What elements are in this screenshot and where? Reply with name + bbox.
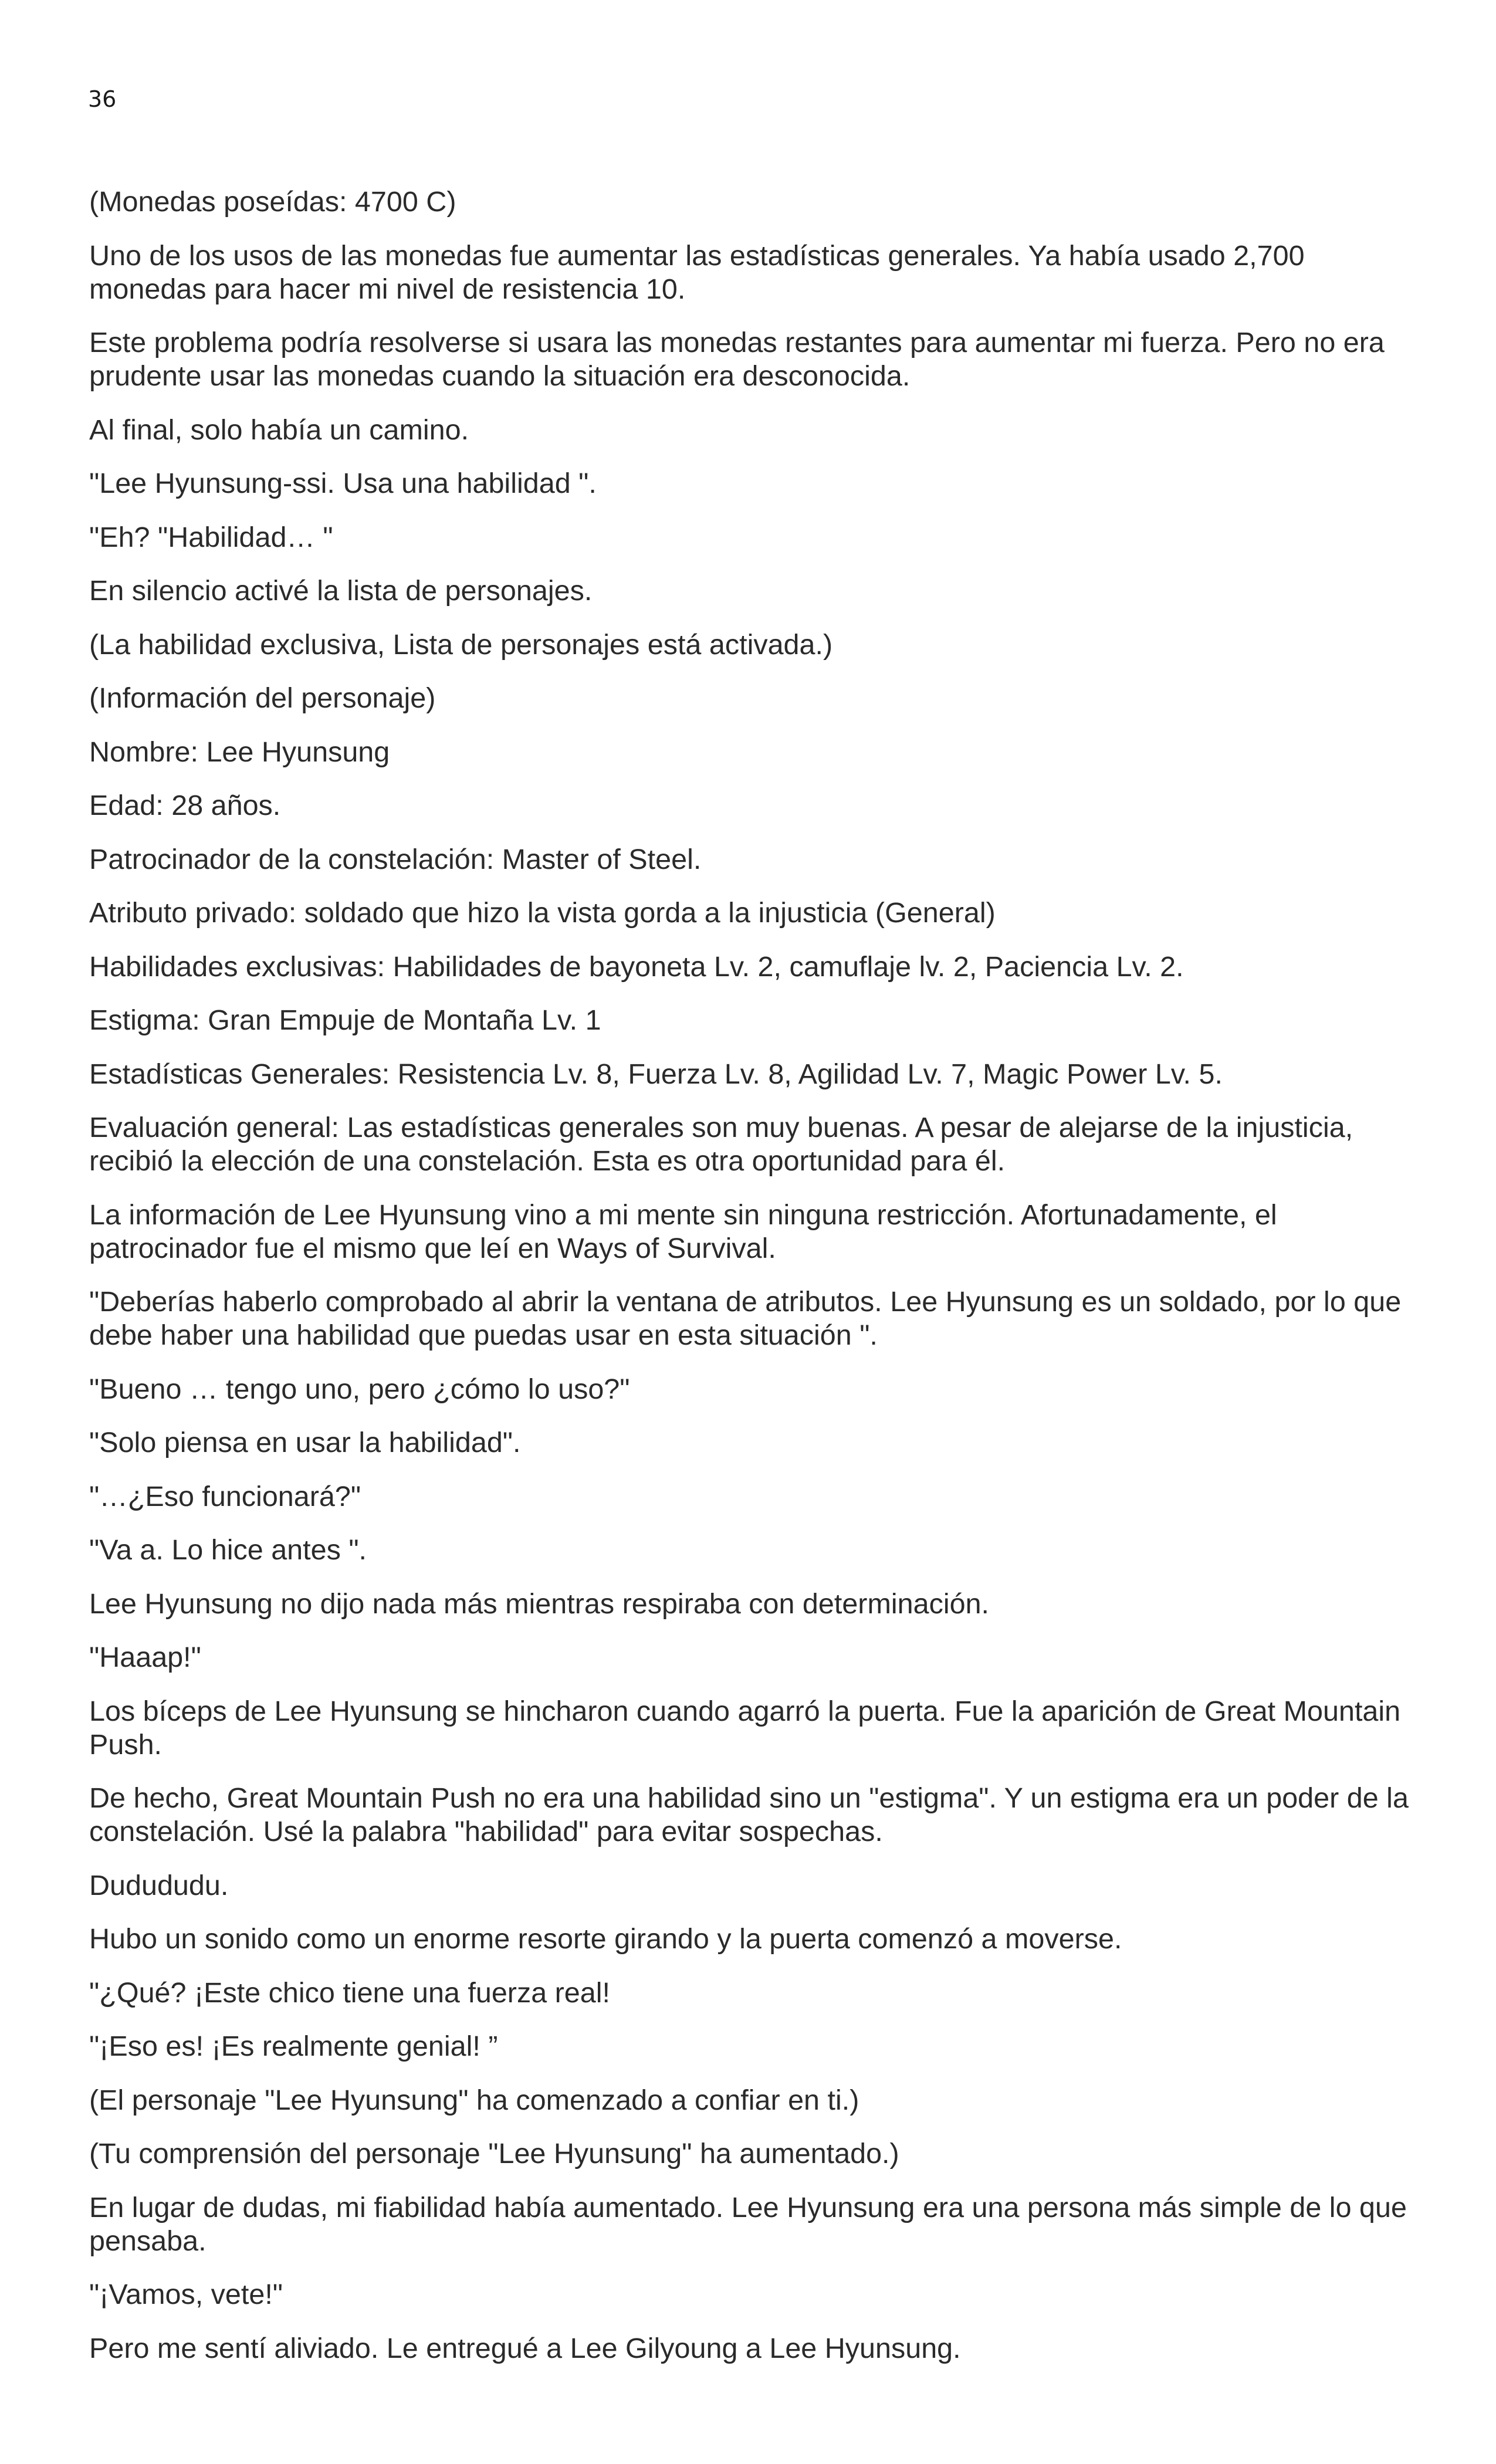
- paragraph: "Va a. Lo hice antes ".: [89, 1534, 367, 1566]
- paragraph: Edad: 28 años.: [89, 790, 281, 821]
- paragraph: Patrocinador de la constelación: Master of Steel.: [89, 843, 702, 875]
- paragraph: "Solo piensa en usar la habilidad".: [89, 1427, 521, 1458]
- body-text: [89, 185, 1421, 2385]
- paragraph: "¡Vamos, vete!": [89, 2279, 283, 2310]
- paragraph: "Haaap!": [89, 1641, 201, 1673]
- paragraph: "…¿Eso funcionará?": [89, 1480, 361, 1512]
- paragraph: "Lee Hyunsung-ssi. Usa una habilidad ".: [89, 468, 597, 499]
- paragraph: (Información del personaje): [89, 682, 436, 714]
- paragraph: "Bueno … tengo uno, pero ¿cómo lo uso?": [89, 1373, 630, 1405]
- paragraph: "Deberías haberlo comprobado al abrir la ventana de atributos. Lee Hyunsung es un soldado, por lo que debe haber una habilidad que puedas usar en esta situación ".: [89, 1286, 1402, 1351]
- paragraph: (Tu comprensión del personaje "Lee Hyunsung" ha aumentado.): [89, 2138, 899, 2169]
- paragraph: Hubo un sonido como un enorme resorte girando y la puerta comenzó a moverse.: [89, 1923, 1122, 1955]
- paragraph: En silencio activé la lista de personajes.: [89, 575, 593, 607]
- paragraph: Lee Hyunsung no dijo nada más mientras respiraba con determinación.: [89, 1588, 990, 1620]
- paragraph: Estigma: Gran Empuje de Montaña Lv. 1: [89, 1004, 601, 1036]
- paragraph: De hecho, Great Mountain Push no era una habilidad sino un "estigma". Y un estigma era un poder de la constelación. Usé la palabra "habilidad" para evitar sospechas.: [89, 1782, 1409, 1847]
- paragraph: "¿Qué? ¡Este chico tiene una fuerza real!: [89, 1976, 610, 2009]
- paragraph: Los bíceps de Lee Hyunsung se hincharon cuando agarró la puerta. Fue la aparición de Great Mountain Push.: [89, 1695, 1401, 1761]
- paragraph: Nombre: Lee Hyunsung: [89, 736, 390, 768]
- paragraph: Dudududu.: [89, 1869, 229, 1901]
- paragraph: Pero me sentí aliviado. Le entregué a Lee Gilyoung a Lee Hyunsung.: [89, 2332, 961, 2364]
- paragraph: (El personaje "Lee Hyunsung" ha comenzado a confiar en ti.): [89, 2084, 859, 2116]
- paragraph: Estadísticas Generales: Resistencia Lv. 8, Fuerza Lv. 8, Agilidad Lv. 7, Magic Power Lv. 5.: [89, 1058, 1223, 1090]
- paragraph: (Monedas poseídas: 4700 C): [89, 186, 456, 218]
- paragraph: Uno de los usos de las monedas fue aumentar las estadísticas generales. Ya había usado 2,700 monedas para hacer mi nivel de resistencia 10.: [89, 239, 1305, 305]
- paragraph: (La habilidad exclusiva, Lista de personajes está activada.): [89, 628, 833, 661]
- paragraph: Al final, solo había un camino.: [89, 414, 469, 446]
- paragraph: La información de Lee Hyunsung vino a mi mente sin ninguna restricción. Afortunadamente, el patrocinador fue el mismo que leí en Ways of Survival.: [89, 1199, 1277, 1264]
- page-number: 36: [88, 86, 117, 112]
- paragraph: En lugar de dudas, mi fiabilidad había aumentado. Lee Hyunsung era una persona más simple de lo que pensaba.: [89, 2191, 1407, 2257]
- paragraph: Habilidades exclusivas: Habilidades de bayoneta Lv. 2, camuflaje lv. 2, Paciencia Lv. 2.: [89, 950, 1184, 983]
- paragraph: "¡Eso es! ¡Es realmente genial! ”: [89, 2030, 498, 2062]
- paragraph: Evaluación general: Las estadísticas generales son muy buenas. A pesar de alejarse de la injusticia, recibió la elección de una constelación. Esta es otra oportunidad para él.: [89, 1112, 1353, 1177]
- paragraph: "Eh? "Habilidad… ": [89, 521, 333, 553]
- paragraph: Atributo privado: soldado que hizo la vista gorda a la injusticia (General): [89, 897, 996, 929]
- paragraph: Este problema podría resolverse si usara las monedas restantes para aumentar mi fuerza. Pero no era prudente usar las monedas cuando la situación era desconocida.: [89, 327, 1385, 392]
